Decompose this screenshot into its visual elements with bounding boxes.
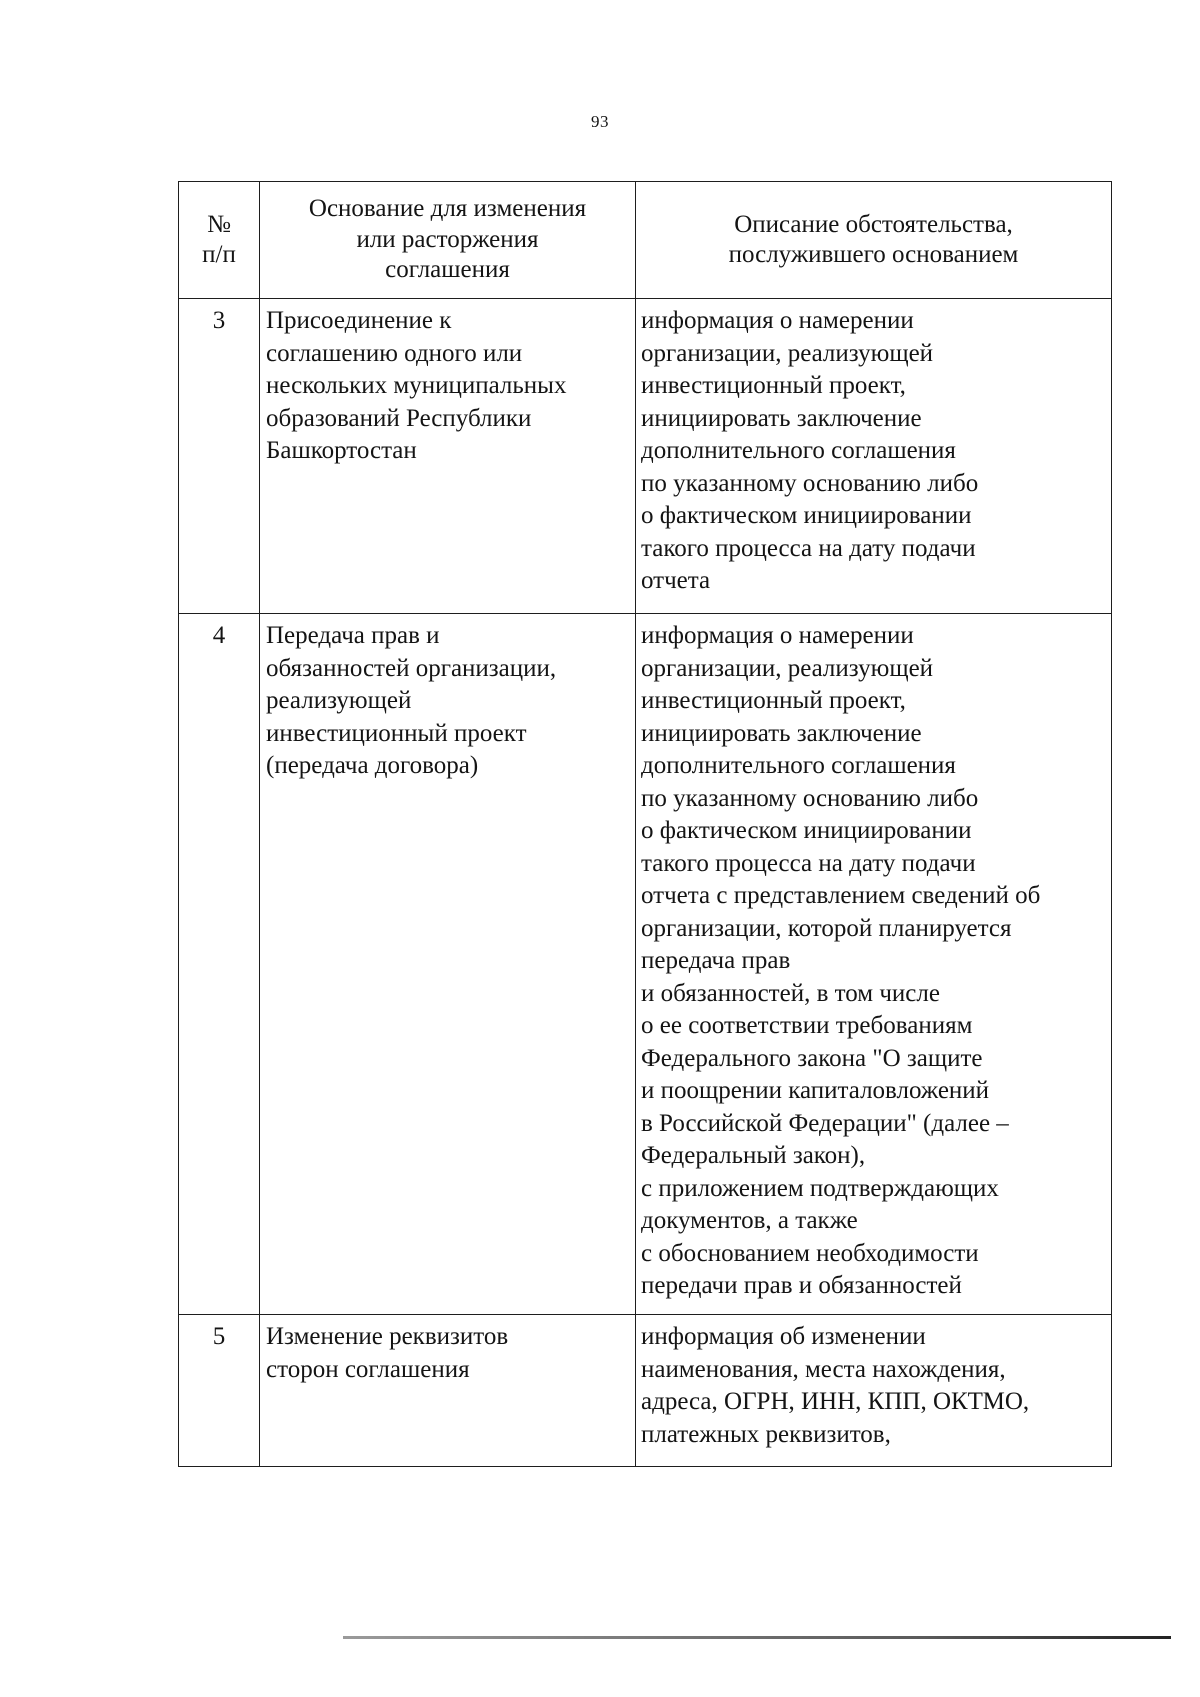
description-line: наименования, места нахождения,: [641, 1355, 1006, 1383]
basis-line: образований Республики: [266, 404, 532, 432]
header-number: [179, 182, 260, 299]
description-line: о ее соответствии требованиям: [641, 1012, 973, 1039]
row-number: 4: [179, 614, 260, 1315]
description-line: документов, а также: [641, 1207, 858, 1234]
description-line: инициировать заключение: [641, 719, 922, 747]
basis-line: инвестиционный проект: [266, 719, 527, 747]
table-row: [179, 299, 1112, 614]
header-basis-line: или расторжения: [356, 225, 539, 253]
description-line: в Российской Федерации" (далее –: [641, 1109, 1009, 1137]
description-line: информация об изменении: [641, 1323, 926, 1350]
description-line: и обязанностей, в том числе: [641, 979, 940, 1007]
basis-line: Передача прав и: [266, 622, 440, 649]
row-number: 3: [179, 299, 260, 614]
row-basis: [260, 1315, 636, 1467]
row-basis: [260, 299, 636, 614]
description-line: инвестиционный проект,: [641, 372, 906, 399]
grounds-table: [178, 181, 1112, 1467]
description-line: с обоснованием необходимости: [641, 1239, 979, 1267]
description-line: Федеральный закон),: [641, 1142, 866, 1169]
basis-line: сторон соглашения: [266, 1355, 470, 1383]
description-line: и поощрении капиталовложений: [641, 1077, 990, 1104]
description-line: такого процесса на дату подачи: [641, 534, 976, 562]
basis-line: обязанностей организации,: [266, 654, 557, 682]
page-number: 93: [591, 112, 609, 131]
description-line: такого процесса на дату подачи: [641, 849, 976, 877]
basis-line: (передача договора): [266, 752, 479, 779]
basis-line: реализующей: [266, 687, 412, 714]
basis-line: Башкортостан: [266, 437, 417, 464]
description-line: передача прав: [641, 947, 791, 974]
description-line: по указанному основанию либо: [641, 469, 979, 497]
description-line: адреса, ОГРН, ИНН, КПП, ОКТМО,: [641, 1388, 1030, 1415]
description-line: о фактическом инициировании: [641, 502, 972, 529]
basis-line: нескольких муниципальных: [266, 372, 567, 399]
header-description-line: Описание обстоятельства,: [734, 210, 1013, 238]
row-basis: [260, 614, 636, 1315]
row-number: 5: [179, 1315, 260, 1467]
basis-line: Изменение реквизитов: [266, 1323, 509, 1350]
row-description: [636, 614, 1112, 1315]
description-line: платежных реквизитов,: [641, 1420, 891, 1448]
description-line: о фактическом инициировании: [641, 817, 972, 844]
header-basis: [260, 182, 636, 299]
description-line: отчета: [641, 567, 711, 594]
description-line: по указанному основанию либо: [641, 784, 979, 812]
description-line: инвестиционный проект,: [641, 687, 906, 714]
description-line: организации, которой планируется: [641, 914, 1012, 942]
basis-line: Присоединение к: [266, 307, 452, 334]
description-line: Федерального закона "О защите: [641, 1044, 983, 1072]
description-line: с приложением подтверждающих: [641, 1174, 999, 1202]
header-number-line: п/п: [202, 241, 236, 268]
description-line: информация о намерении: [641, 307, 914, 334]
description-line: организации, реализующей: [641, 654, 934, 682]
table-row: [179, 614, 1112, 1315]
description-line: дополнительного соглашения: [641, 752, 956, 779]
description-line: отчета с представлением сведений об: [641, 882, 1041, 909]
table-header-row: [179, 182, 1112, 299]
description-line: дополнительного соглашения: [641, 437, 956, 464]
description-line: информация о намерении: [641, 622, 914, 649]
header-number-line: №: [207, 210, 231, 238]
header-description: [636, 182, 1112, 299]
row-description: [636, 1315, 1112, 1467]
description-line: инициировать заключение: [641, 404, 922, 432]
footer-rule: [343, 1636, 1171, 1639]
header-basis-line: соглашения: [385, 256, 510, 284]
basis-line: соглашению одного или: [266, 339, 523, 367]
table-row: [179, 1315, 1112, 1467]
description-line: организации, реализующей: [641, 339, 934, 367]
header-description-line: послужившего основанием: [728, 241, 1019, 268]
description-line: передачи прав и обязанностей: [641, 1272, 962, 1299]
row-description: [636, 299, 1112, 614]
header-basis-line: Основание для изменения: [308, 195, 587, 223]
